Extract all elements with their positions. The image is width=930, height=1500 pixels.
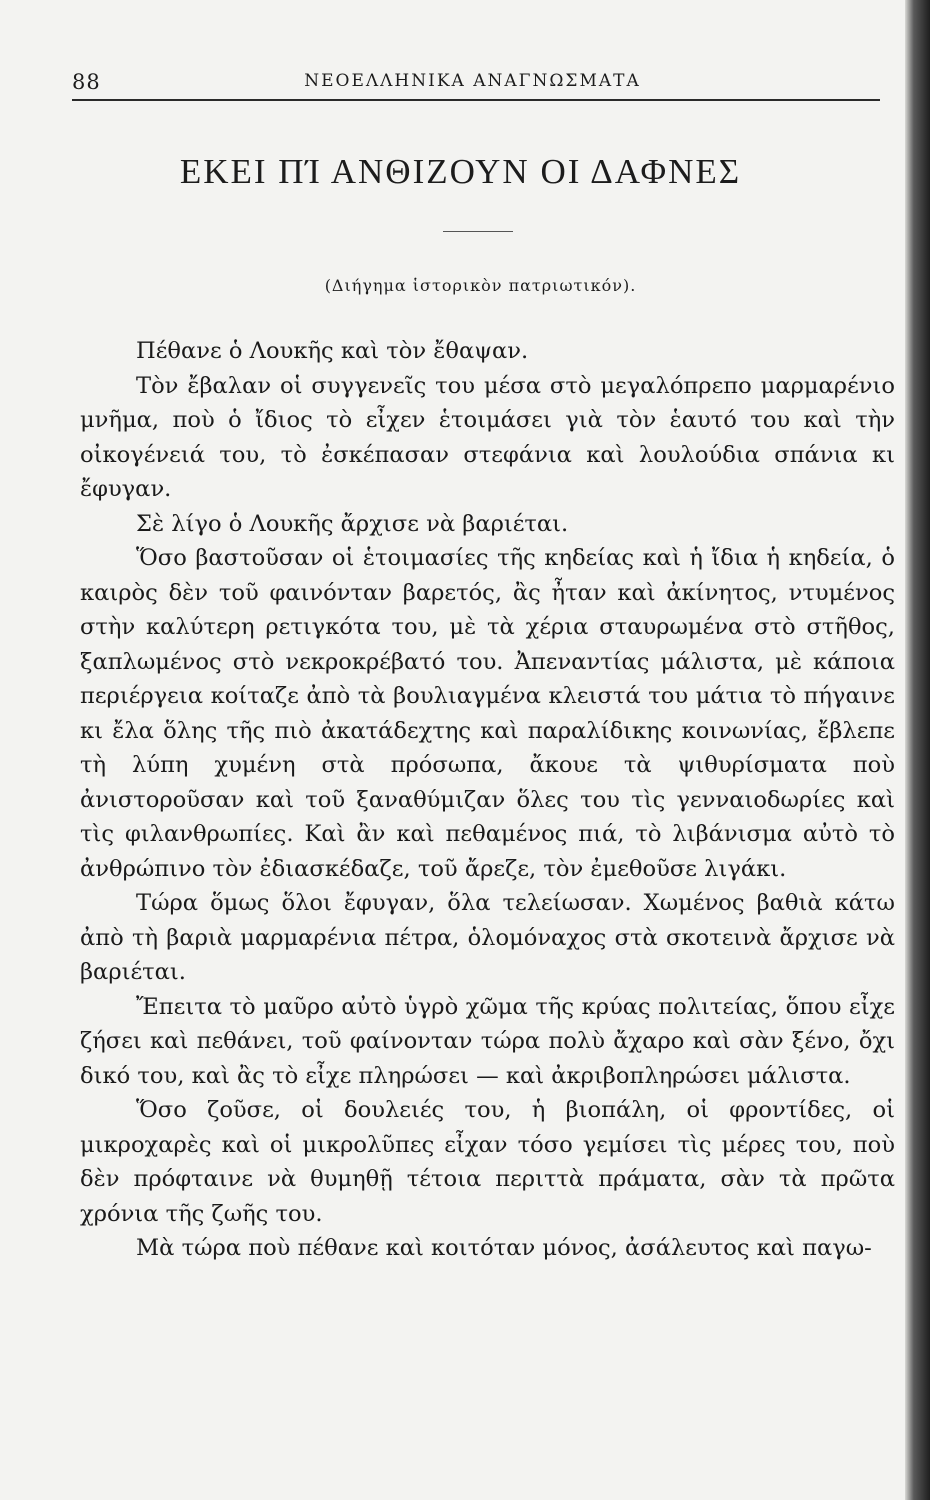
paragraph: Ὅσο ζοῦσε, οἱ δουλειές του, ἡ βιοπάλη, οἱ φροντίδες, οἱ μικροχαρὲς καὶ οἱ μικρολῦπες εἶχαν τόσο γεμίσει τὶς μέρες του, ποὺ δὲν πρόφταινε νὰ θυμηθῇ τέτοια περιττὰ πράματα, σὰν τὰ πρῶτα χρόνια τῆς ζωῆς του. (80, 1097, 895, 1227)
paragraph: Σὲ λίγο ὁ Λουκῆς ἄρχισε νὰ βαριέται. (136, 510, 569, 537)
paragraph: Ἔπειτα τὸ μαῦρο αὐτὸ ὑγρὸ χῶμα τῆς κρύας πολιτείας, ὅπου εἶχε ζήσει καὶ πεθάνει, τοῦ φαίνονταν τώρα πολὺ ἄχαρο καὶ σὰν ξένο, ὄχι δικό του, καὶ ἂς τὸ εἶχε πληρώσει — καὶ ἀκριβοπληρώσει μάλιστα. (80, 993, 895, 1089)
paragraph: Μὰ τώρα ποὺ πέθανε καὶ κοιτόταν μόνος, ἀσάλευτος καὶ παγω- (136, 1235, 872, 1261)
story-title: ΕΚΕΙ ΠΊ ΑΝΘΙΖΟΥΝ ΟΙ ΔΑΦΝΕΣ (179, 152, 742, 191)
story-body (80, 334, 895, 1266)
paragraph: Ὅσο βαστοῦσαν οἱ ἑτοιμασίες τῆς κηδείας καὶ ἡ ἴδια ἡ κηδεία, ὁ καιρὸς δὲν τοῦ φαινόνταν βαρετός, ἂς ἦταν καὶ ἀκίνητος, ντυμένος στὴν καλύτερη ρετιγκότα του, μὲ τὰ χέρια σταυρωμένα στὸ στῆθος, ξαπλωμένος στὸ νεκροκρέβατό του. Ἀπεναντίας μάλιστα, μὲ κάποια περιέργεια κοίταζε ἀπὸ τὰ βουλιαγμένα κλειστά του μάτια τὸ πήγαινε κι ἔλα ὅλης τῆς πιὸ ἀκατάδεχτης καὶ παραλίδικης κοινωνίας, ἔβλεπε τὴ λύπη χυμένη στὰ πρόσωπα, ἄκουε τὰ ψιθυρίσματα ποὺ ἀνιστοροῦσαν καὶ τοῦ ξαναθύμιζαν ὅλες του τὶς γενναιοδωρίες καὶ τὶς φιλανθρωπίες. Καὶ ἂν καὶ πεθαμένος πιά, τὸ λιβάνισμα αὐτὸ τὸ ἀνθρώπινο τὸν ἐδιασκέδαζε, τοῦ ἄρεζε, τὸν ἐμεθοῦσε λιγάκι. (80, 545, 895, 882)
running-title: ΝΕΟΕΛΛΗΝΙΚΑ ΑΝΑΓΝΩΣΜΑΤΑ (304, 71, 641, 91)
paragraph: Πέθανε ὁ Λουκῆς καὶ τὸν ἔθαψαν. (136, 338, 529, 364)
story-subtitle: (Διήγημα ἱστορικὸν πατριωτικόν). (324, 276, 637, 295)
page-number: 88 (72, 70, 101, 94)
paragraph: Τώρα ὅμως ὅλοι ἔφυγαν, ὅλα τελείωσαν. Χωμένος βαθιὰ κάτω ἀπὸ τὴ βαριὰ μαρμαρένια πέτρα, ὁλομόναχος στὰ σκοτεινὰ ἄρχισε νὰ βαριέται. (80, 890, 895, 985)
page-edge-shadow (905, 0, 930, 1500)
paragraph: Τὸν ἔβαλαν οἱ συγγενεῖς του μέσα στὸ μεγαλόπρεπο μαρμαρένιο μνῆμα, ποὺ ὁ ἴδιος τὸ εἶχεν ἑτοιμάσει γιὰ τὸν ἑαυτό του καὶ τὴν οἰκογένειά του, τὸ ἐσκέπασαν στεφάνια καὶ λουλούδια σπάνια κι ἔφυγαν. (80, 372, 895, 502)
title-divider (443, 231, 513, 232)
header-rule (72, 99, 880, 101)
